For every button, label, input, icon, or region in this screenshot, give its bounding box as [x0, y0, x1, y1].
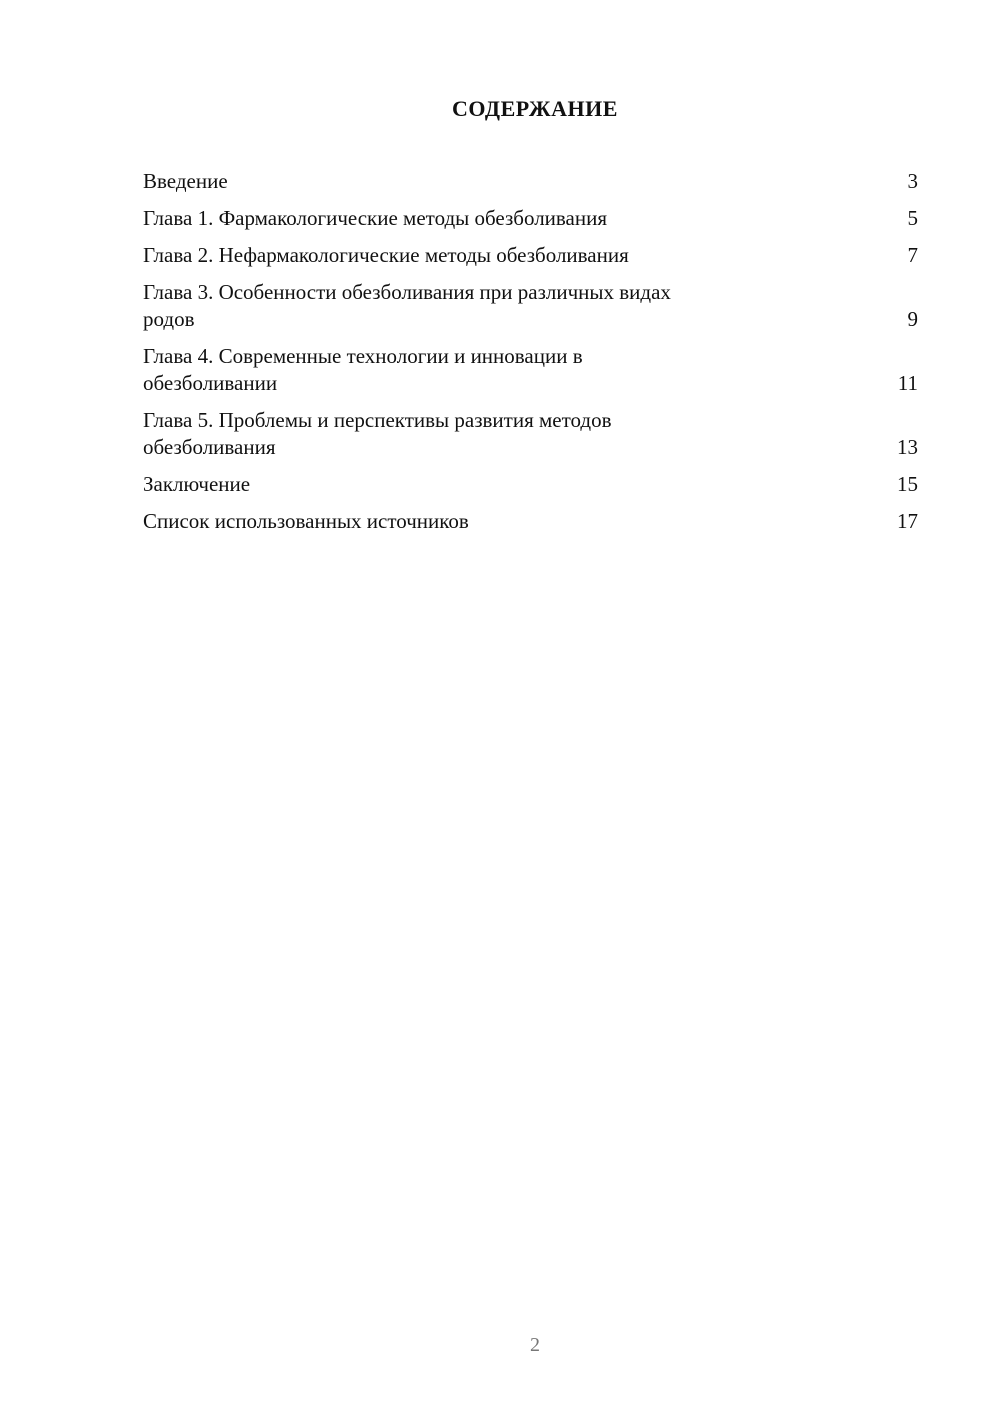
- toc-entry-page: 9: [907, 307, 918, 331]
- toc-entry-page: 15: [897, 472, 918, 496]
- toc-entry-page: 5: [907, 206, 918, 230]
- toc-entry-page: 3: [907, 169, 918, 193]
- toc-heading: СОДЕРЖАНИЕ: [452, 96, 618, 121]
- toc-entry-page: 13: [897, 435, 918, 459]
- toc-entry-title: Глава 1. Фармакологические методы обезболивания: [143, 206, 608, 230]
- toc-entry-title: Глава 3. Особенности обезболивания при различных видах родов: [143, 280, 671, 331]
- toc-entry-chapter-5: [143, 407, 918, 461]
- toc-entry-introduction: [143, 168, 918, 195]
- toc-entry-references: [143, 508, 918, 535]
- toc-entry-title: Заключение: [143, 472, 251, 496]
- page-number: 2: [530, 1334, 540, 1356]
- toc-entry-title: Список использованных источников: [143, 509, 469, 533]
- toc-entry-chapter-3: [143, 279, 918, 333]
- toc-entry-title: Введение: [143, 169, 228, 193]
- toc-entry-title: Глава 2. Нефармакологические методы обезболивания: [143, 243, 629, 267]
- table-of-contents: [143, 168, 918, 545]
- toc-entry-chapter-2: [143, 242, 918, 269]
- toc-entry-chapter-4: [143, 343, 918, 397]
- toc-entry-chapter-1: [143, 205, 918, 232]
- toc-entry-page: 7: [907, 243, 918, 267]
- toc-entry-page: 17: [897, 509, 918, 533]
- toc-entry-title: Глава 5. Проблемы и перспективы развития методов обезболивания: [143, 408, 612, 459]
- toc-entry-title: Глава 4. Современные технологии и инновации в обезболивании: [143, 344, 583, 395]
- toc-entry-conclusion: [143, 471, 918, 498]
- toc-entry-page: 11: [897, 371, 918, 395]
